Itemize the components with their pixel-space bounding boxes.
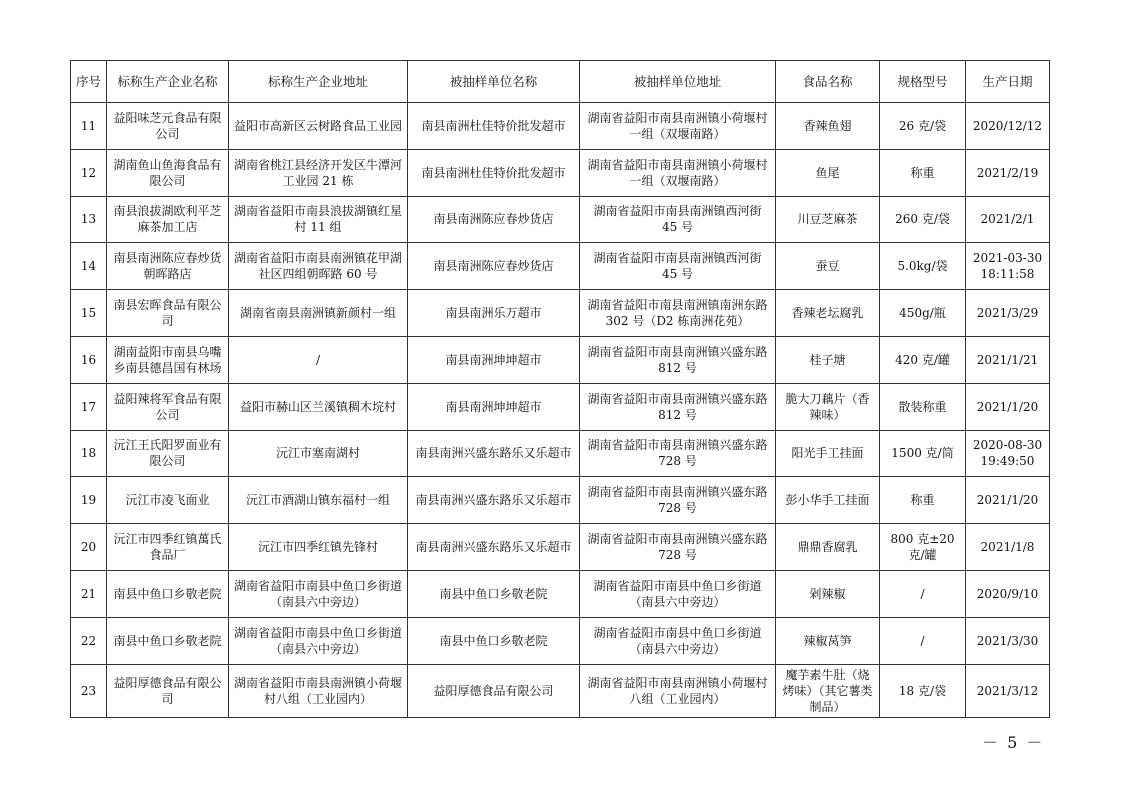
sampling-table [70, 60, 1050, 718]
table-header-row [71, 61, 1050, 103]
header-index: 序号 [71, 61, 107, 103]
cell-sampled-unit: 南县南洲兴盛东路乐又乐超市 [408, 430, 580, 477]
cell-sampled-unit: 南县南洲杜佳特价批发超市 [408, 103, 580, 150]
cell-manufacturer: 沅江王氏阳罗面业有限公司 [107, 430, 229, 477]
cell-sampled-unit: 南县南洲杜佳特价批发超市 [408, 149, 580, 196]
cell-food-name: 剁辣椒 [776, 570, 880, 617]
cell-manufacturer: 益阳辣将军食品有限公司 [107, 383, 229, 430]
cell-index: 13 [71, 196, 107, 243]
cell-production-date: 2020/9/10 [966, 570, 1050, 617]
cell-manufacturer-address: 湖南省益阳市南县中鱼口乡街道（南县六中旁边） [229, 617, 408, 664]
cell-food-name: 香辣鱼翅 [776, 103, 880, 150]
cell-sampled-unit-address: 湖南省益阳市南县南洲镇南洲东路 302 号（D2 栋南洲花苑） [580, 290, 776, 337]
cell-sampled-unit: 南县南洲兴盛东路乐又乐超市 [408, 477, 580, 524]
table-row [71, 149, 1050, 196]
cell-manufacturer: 益阳味芝元食品有限公司 [107, 103, 229, 150]
cell-index: 20 [71, 524, 107, 571]
cell-sampled-unit-address: 湖南省益阳市南县南洲镇小荷堰村一组（双堰南路） [580, 103, 776, 150]
cell-manufacturer-address: 湖南省益阳市南县南洲镇小荷堰村八组（工业园内） [229, 664, 408, 717]
cell-production-date: 2021/3/12 [966, 664, 1050, 717]
cell-production-date: 2021/2/19 [966, 149, 1050, 196]
cell-manufacturer: 湖南鱼山鱼海食品有限公司 [107, 149, 229, 196]
table-row [71, 336, 1050, 383]
cell-manufacturer: 南县南洲陈应春炒货朝晖路店 [107, 243, 229, 290]
cell-index: 22 [71, 617, 107, 664]
cell-spec: 5.0kg/袋 [880, 243, 966, 290]
cell-index: 23 [71, 664, 107, 717]
header-production-date: 生产日期 [966, 61, 1050, 103]
cell-sampled-unit: 南县南洲陈应春炒货店 [408, 243, 580, 290]
cell-sampled-unit: 益阳厚德食品有限公司 [408, 664, 580, 717]
cell-production-date: 2021/3/30 [966, 617, 1050, 664]
cell-manufacturer-address: 湖南省桃江县经济开发区牛潭河工业园 21 栋 [229, 149, 408, 196]
cell-index: 12 [71, 149, 107, 196]
table-row [71, 617, 1050, 664]
cell-sampled-unit-address: 湖南省益阳市南县南洲镇西河街 45 号 [580, 196, 776, 243]
cell-index: 14 [71, 243, 107, 290]
cell-production-date: 2020-08-30 19:49:50 [966, 430, 1050, 477]
cell-sampled-unit-address: 湖南省益阳市南县南洲镇西河街 45 号 [580, 243, 776, 290]
cell-index: 17 [71, 383, 107, 430]
cell-production-date: 2021/1/21 [966, 336, 1050, 383]
cell-manufacturer-address: 湖南省益阳市南县中鱼口乡街道（南县六中旁边） [229, 570, 408, 617]
cell-manufacturer-address: 沅江市四季红镇先锋村 [229, 524, 408, 571]
cell-sampled-unit-address: 湖南省益阳市南县南洲镇兴盛东路 812 号 [580, 336, 776, 383]
header-food-name: 食品名称 [776, 61, 880, 103]
cell-manufacturer-address: 沅江市塞南湖村 [229, 430, 408, 477]
cell-sampled-unit: 南县南洲坤坤超市 [408, 336, 580, 383]
cell-spec: / [880, 570, 966, 617]
cell-manufacturer-address: 湖南省南县南洲镇新颜村一组 [229, 290, 408, 337]
cell-manufacturer-address: 沅江市酒湖山镇东福村一组 [229, 477, 408, 524]
cell-manufacturer: 南县中鱼口乡敬老院 [107, 617, 229, 664]
cell-production-date: 2021/1/20 [966, 477, 1050, 524]
cell-index: 19 [71, 477, 107, 524]
cell-production-date: 2021/1/20 [966, 383, 1050, 430]
cell-index: 11 [71, 103, 107, 150]
cell-manufacturer-address: 益阳市高新区云树路食品工业园 [229, 103, 408, 150]
cell-index: 15 [71, 290, 107, 337]
cell-manufacturer: 南县中鱼口乡敬老院 [107, 570, 229, 617]
cell-sampled-unit: 南县南洲兴盛东路乐又乐超市 [408, 524, 580, 571]
header-sampled-unit-address: 被抽样单位地址 [580, 61, 776, 103]
cell-spec: 1500 克/筒 [880, 430, 966, 477]
cell-sampled-unit: 南县南洲坤坤超市 [408, 383, 580, 430]
cell-spec: 散装称重 [880, 383, 966, 430]
cell-food-name: 桂子塘 [776, 336, 880, 383]
table-row [71, 524, 1050, 571]
table-row [71, 103, 1050, 150]
cell-manufacturer-address: / [229, 336, 408, 383]
table-row [71, 570, 1050, 617]
cell-manufacturer: 沅江市凌飞面业 [107, 477, 229, 524]
cell-manufacturer: 南县宏晖食品有限公司 [107, 290, 229, 337]
cell-food-name: 辣椒莴笋 [776, 617, 880, 664]
cell-spec: 称重 [880, 149, 966, 196]
cell-food-name: 鼎鼎香腐乳 [776, 524, 880, 571]
table-body [71, 103, 1050, 718]
cell-sampled-unit: 南县中鱼口乡敬老院 [408, 570, 580, 617]
cell-index: 16 [71, 336, 107, 383]
cell-index: 18 [71, 430, 107, 477]
cell-sampled-unit-address: 湖南省益阳市南县南洲镇兴盛东路 728 号 [580, 477, 776, 524]
cell-food-name: 蚕豆 [776, 243, 880, 290]
cell-manufacturer: 南县浪拔湖欧利平芝麻茶加工店 [107, 196, 229, 243]
cell-spec: 称重 [880, 477, 966, 524]
cell-sampled-unit: 南县南洲陈应春炒货店 [408, 196, 580, 243]
cell-sampled-unit: 南县南洲乐万超市 [408, 290, 580, 337]
cell-sampled-unit-address: 湖南省益阳市南县中鱼口乡街道（南县六中旁边） [580, 570, 776, 617]
cell-food-name: 魔芋素牛肚（烧烤味）（其它薯类制品） [776, 664, 880, 717]
cell-sampled-unit-address: 湖南省益阳市南县南洲镇小荷堰村一组（双堰南路） [580, 149, 776, 196]
cell-food-name: 鱼尾 [776, 149, 880, 196]
cell-spec: 26 克/袋 [880, 103, 966, 150]
header-spec: 规格型号 [880, 61, 966, 103]
table-row [71, 290, 1050, 337]
cell-manufacturer: 益阳厚德食品有限公司 [107, 664, 229, 717]
cell-index: 21 [71, 570, 107, 617]
cell-food-name: 香辣老坛腐乳 [776, 290, 880, 337]
cell-sampled-unit-address: 湖南省益阳市南县南洲镇兴盛东路 812 号 [580, 383, 776, 430]
cell-production-date: 2021/3/29 [966, 290, 1050, 337]
header-manufacturer: 标称生产企业名称 [107, 61, 229, 103]
cell-manufacturer: 湖南益阳市南县乌嘴乡南县德昌国有林场 [107, 336, 229, 383]
table-row [71, 477, 1050, 524]
cell-sampled-unit-address: 湖南省益阳市南县中鱼口乡街道（南县六中旁边） [580, 617, 776, 664]
table-row [71, 664, 1050, 717]
cell-manufacturer-address: 益阳市赫山区兰溪镇稠木垸村 [229, 383, 408, 430]
cell-manufacturer: 沅江市四季红镇萬氏食品厂 [107, 524, 229, 571]
cell-food-name: 脆大刀藕片（香辣味） [776, 383, 880, 430]
cell-spec: / [880, 617, 966, 664]
cell-production-date: 2021-03-30 18:11:58 [966, 243, 1050, 290]
cell-sampled-unit-address: 湖南省益阳市南县南洲镇小荷堰村八组（工业园内） [580, 664, 776, 717]
cell-sampled-unit-address: 湖南省益阳市南县南洲镇兴盛东路 728 号 [580, 430, 776, 477]
cell-manufacturer-address: 湖南省益阳市南县南洲镇花甲湖社区四组朝晖路 60 号 [229, 243, 408, 290]
cell-production-date: 2021/1/8 [966, 524, 1050, 571]
cell-sampled-unit-address: 湖南省益阳市南县南洲镇兴盛东路 728 号 [580, 524, 776, 571]
cell-production-date: 2020/12/12 [966, 103, 1050, 150]
cell-spec: 18 克/袋 [880, 664, 966, 717]
table-row [71, 196, 1050, 243]
cell-food-name: 彭小华手工挂面 [776, 477, 880, 524]
header-sampled-unit: 被抽样单位名称 [408, 61, 580, 103]
cell-food-name: 川豆芝麻茶 [776, 196, 880, 243]
cell-spec: 260 克/袋 [880, 196, 966, 243]
table-row [71, 430, 1050, 477]
cell-spec: 450g/瓶 [880, 290, 966, 337]
cell-production-date: 2021/2/1 [966, 196, 1050, 243]
cell-food-name: 阳光手工挂面 [776, 430, 880, 477]
cell-manufacturer-address: 湖南省益阳市南县浪拔湖镇红星村 11 组 [229, 196, 408, 243]
cell-sampled-unit: 南县中鱼口乡敬老院 [408, 617, 580, 664]
page-number: － 5 － [982, 733, 1045, 752]
header-manufacturer-address: 标称生产企业地址 [229, 61, 408, 103]
table-row [71, 383, 1050, 430]
table-row [71, 243, 1050, 290]
cell-spec: 800 克±20 克/罐 [880, 524, 966, 571]
cell-spec: 420 克/罐 [880, 336, 966, 383]
